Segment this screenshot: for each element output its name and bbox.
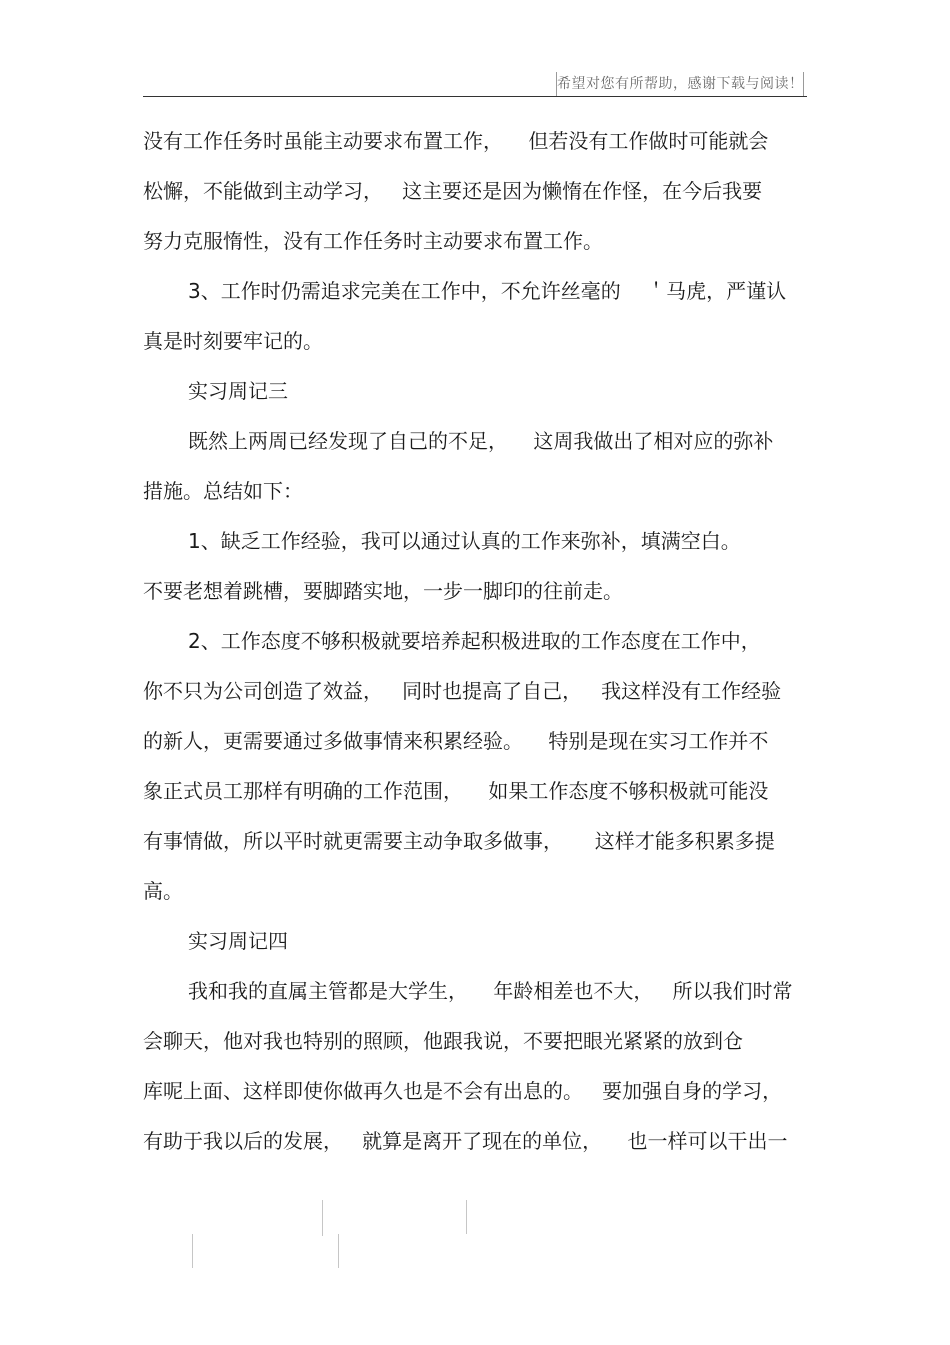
text-line: 不要老想着跳槽，要脚踏实地，一步一脚印的往前走。	[143, 579, 623, 603]
text-line: 既然上两周已经发现了自己的不足， 这周我做出了相对应的弥补	[188, 429, 774, 453]
text-line: 实习周记三	[188, 379, 288, 403]
faint-mark	[466, 1200, 467, 1234]
text-line: 有事情做，所以平时就更需要主动争取多做事， 这样才能多积累多提	[143, 829, 775, 853]
text-line: 措施。总结如下：	[143, 479, 303, 503]
text-line: 库呢上面、这样即使你做再久也是不会有出息的。 要加强自身的学习，	[143, 1079, 783, 1103]
text-line: 会聊天，他对我也特别的照顾，他跟我说，不要把眼光紧紧的放到仓	[143, 1029, 743, 1053]
text-line: 你不只为公司创造了效益， 同时也提高了自己， 我这样没有工作经验	[143, 679, 782, 703]
header-note: 希望对您有所帮助，感谢下载与阅读！	[556, 72, 804, 96]
header-divider	[143, 96, 807, 97]
text-line: 的新人，更需要通过多做事情来积累经验。 特别是现在实习工作并不	[143, 729, 769, 753]
text-line: 2、工作态度不够积极就要培养起积极进取的工作态度在工作中，	[188, 629, 761, 653]
text-line: 3、工作时仍需追求完美在工作中，不允许丝毫的 ＇马虎，严谨认	[188, 279, 787, 303]
faint-mark	[322, 1200, 323, 1236]
text-line: 松懈，不能做到主动学习， 这主要还是因为懒惰在作怪，在今后我要	[143, 179, 763, 203]
text-line: 努力克服惰性，没有工作任务时主动要求布置工作。	[143, 229, 603, 253]
faint-mark	[338, 1234, 339, 1268]
text-line: 实习周记四	[188, 929, 288, 953]
text-line: 没有工作任务时虽能主动要求布置工作， 但若没有工作做时可能就会	[143, 129, 769, 153]
text-line: 真是时刻要牢记的。	[143, 329, 323, 353]
text-line: 有助于我以后的发展， 就算是离开了现在的单位， 也一样可以干出一	[143, 1129, 788, 1153]
text-line: 高。	[143, 879, 183, 903]
text-line: 1、缺乏工作经验，我可以通过认真的工作来弥补，填满空白。	[188, 529, 741, 553]
text-line: 我和我的直属主管都是大学生， 年龄相差也不大， 所以我们时常	[188, 979, 793, 1003]
faint-mark	[192, 1234, 193, 1268]
text-line: 象正式员工那样有明确的工作范围， 如果工作态度不够积极就可能没	[143, 779, 769, 803]
body-text	[143, 116, 808, 1166]
